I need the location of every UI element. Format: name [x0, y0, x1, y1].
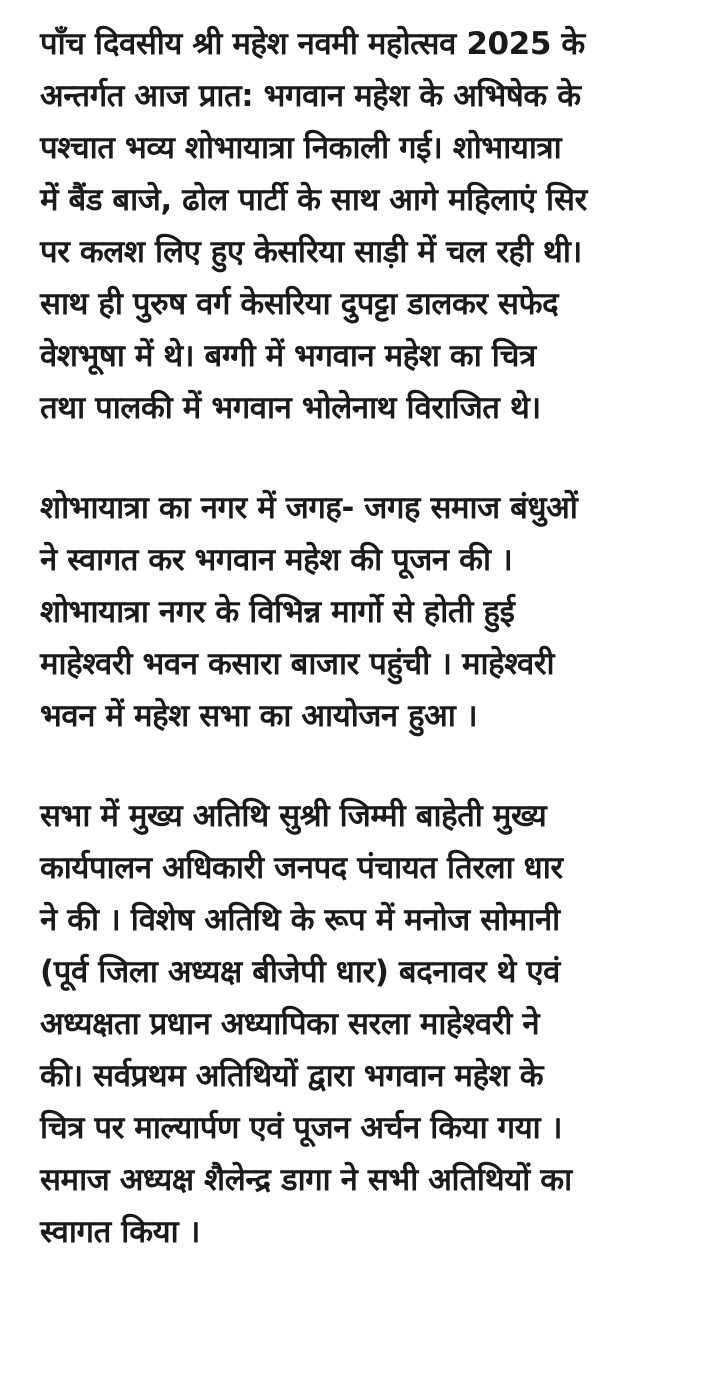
text-line: साथ ही पुरुष वर्ग केसरिया दुपट्टा डालकर सफेद — [40, 286, 559, 322]
text-line: भवन में महेश सभा का आयोजन हुआ । — [40, 698, 478, 734]
text-line: वेशभूषा में थे। बग्गी में भगवान महेश का चित्र — [40, 338, 536, 374]
text-line: माहेश्वरी भवन कसारा बाजार पहुंची । माहेश्वरी — [40, 646, 555, 682]
text-line: (पूर्व जिला अध्यक्ष बीजेपी धार) बदनावर थे एवं — [40, 954, 560, 990]
paragraph-procession — [40, 18, 686, 434]
text-line: पश्चात भव्य शोभायात्रा निकाली गई। शोभायात्रा — [40, 130, 562, 166]
text-line: कार्यपालन अधिकारी जनपद पंचायत तिरला धार — [40, 850, 563, 886]
text-line: अध्यक्षता प्रधान अध्यापिका सरला माहेश्वरी ने — [40, 1006, 540, 1042]
text-line: ने स्वागत कर भगवान महेश की पूजन की । — [40, 542, 513, 578]
text-line: शोभायात्रा नगर के विभिन्न मार्गो से होती हुई — [40, 594, 515, 630]
text-line: में बैंड बाजे, ढोल पार्टी के साथ आगे महिलाएं सिर — [40, 182, 587, 218]
text-line: सभा में मुख्य अतिथि सुश्री जिम्मी बाहेती मुख्य — [40, 798, 547, 834]
text-line: शोभायात्रा का नगर में जगह- जगह समाज बंधुओं — [40, 490, 578, 526]
paragraph-assembly — [40, 790, 686, 1258]
text-line: पर कलश लिए हुए केसरिया साड़ी में चल रही थी। — [40, 234, 582, 270]
text-line: पाँच दिवसीय श्री महेश नवमी महोत्सव 2025 के — [40, 26, 585, 62]
paragraph-welcome — [40, 482, 686, 742]
text-line: स्वागत किया । — [40, 1214, 201, 1250]
text-line: ने की । विशेष अतिथि के रूप में मनोज सोमानी — [40, 902, 560, 938]
text-line: अन्तर्गत आज प्रात: भगवान महेश के अभिषेक के — [40, 78, 581, 114]
text-line: समाज अध्यक्ष शैलेन्द्र डागा ने सभी अतिथियों का — [40, 1162, 572, 1198]
text-line: चित्र पर माल्यार्पण एवं पूजन अर्चन किया गया । — [40, 1110, 563, 1146]
text-line: की। सर्वप्रथम अतिथियों द्वारा भगवान महेश के — [40, 1058, 544, 1094]
text-line: तथा पालकी में भगवान भोलेनाथ विराजित थे। — [40, 390, 541, 426]
